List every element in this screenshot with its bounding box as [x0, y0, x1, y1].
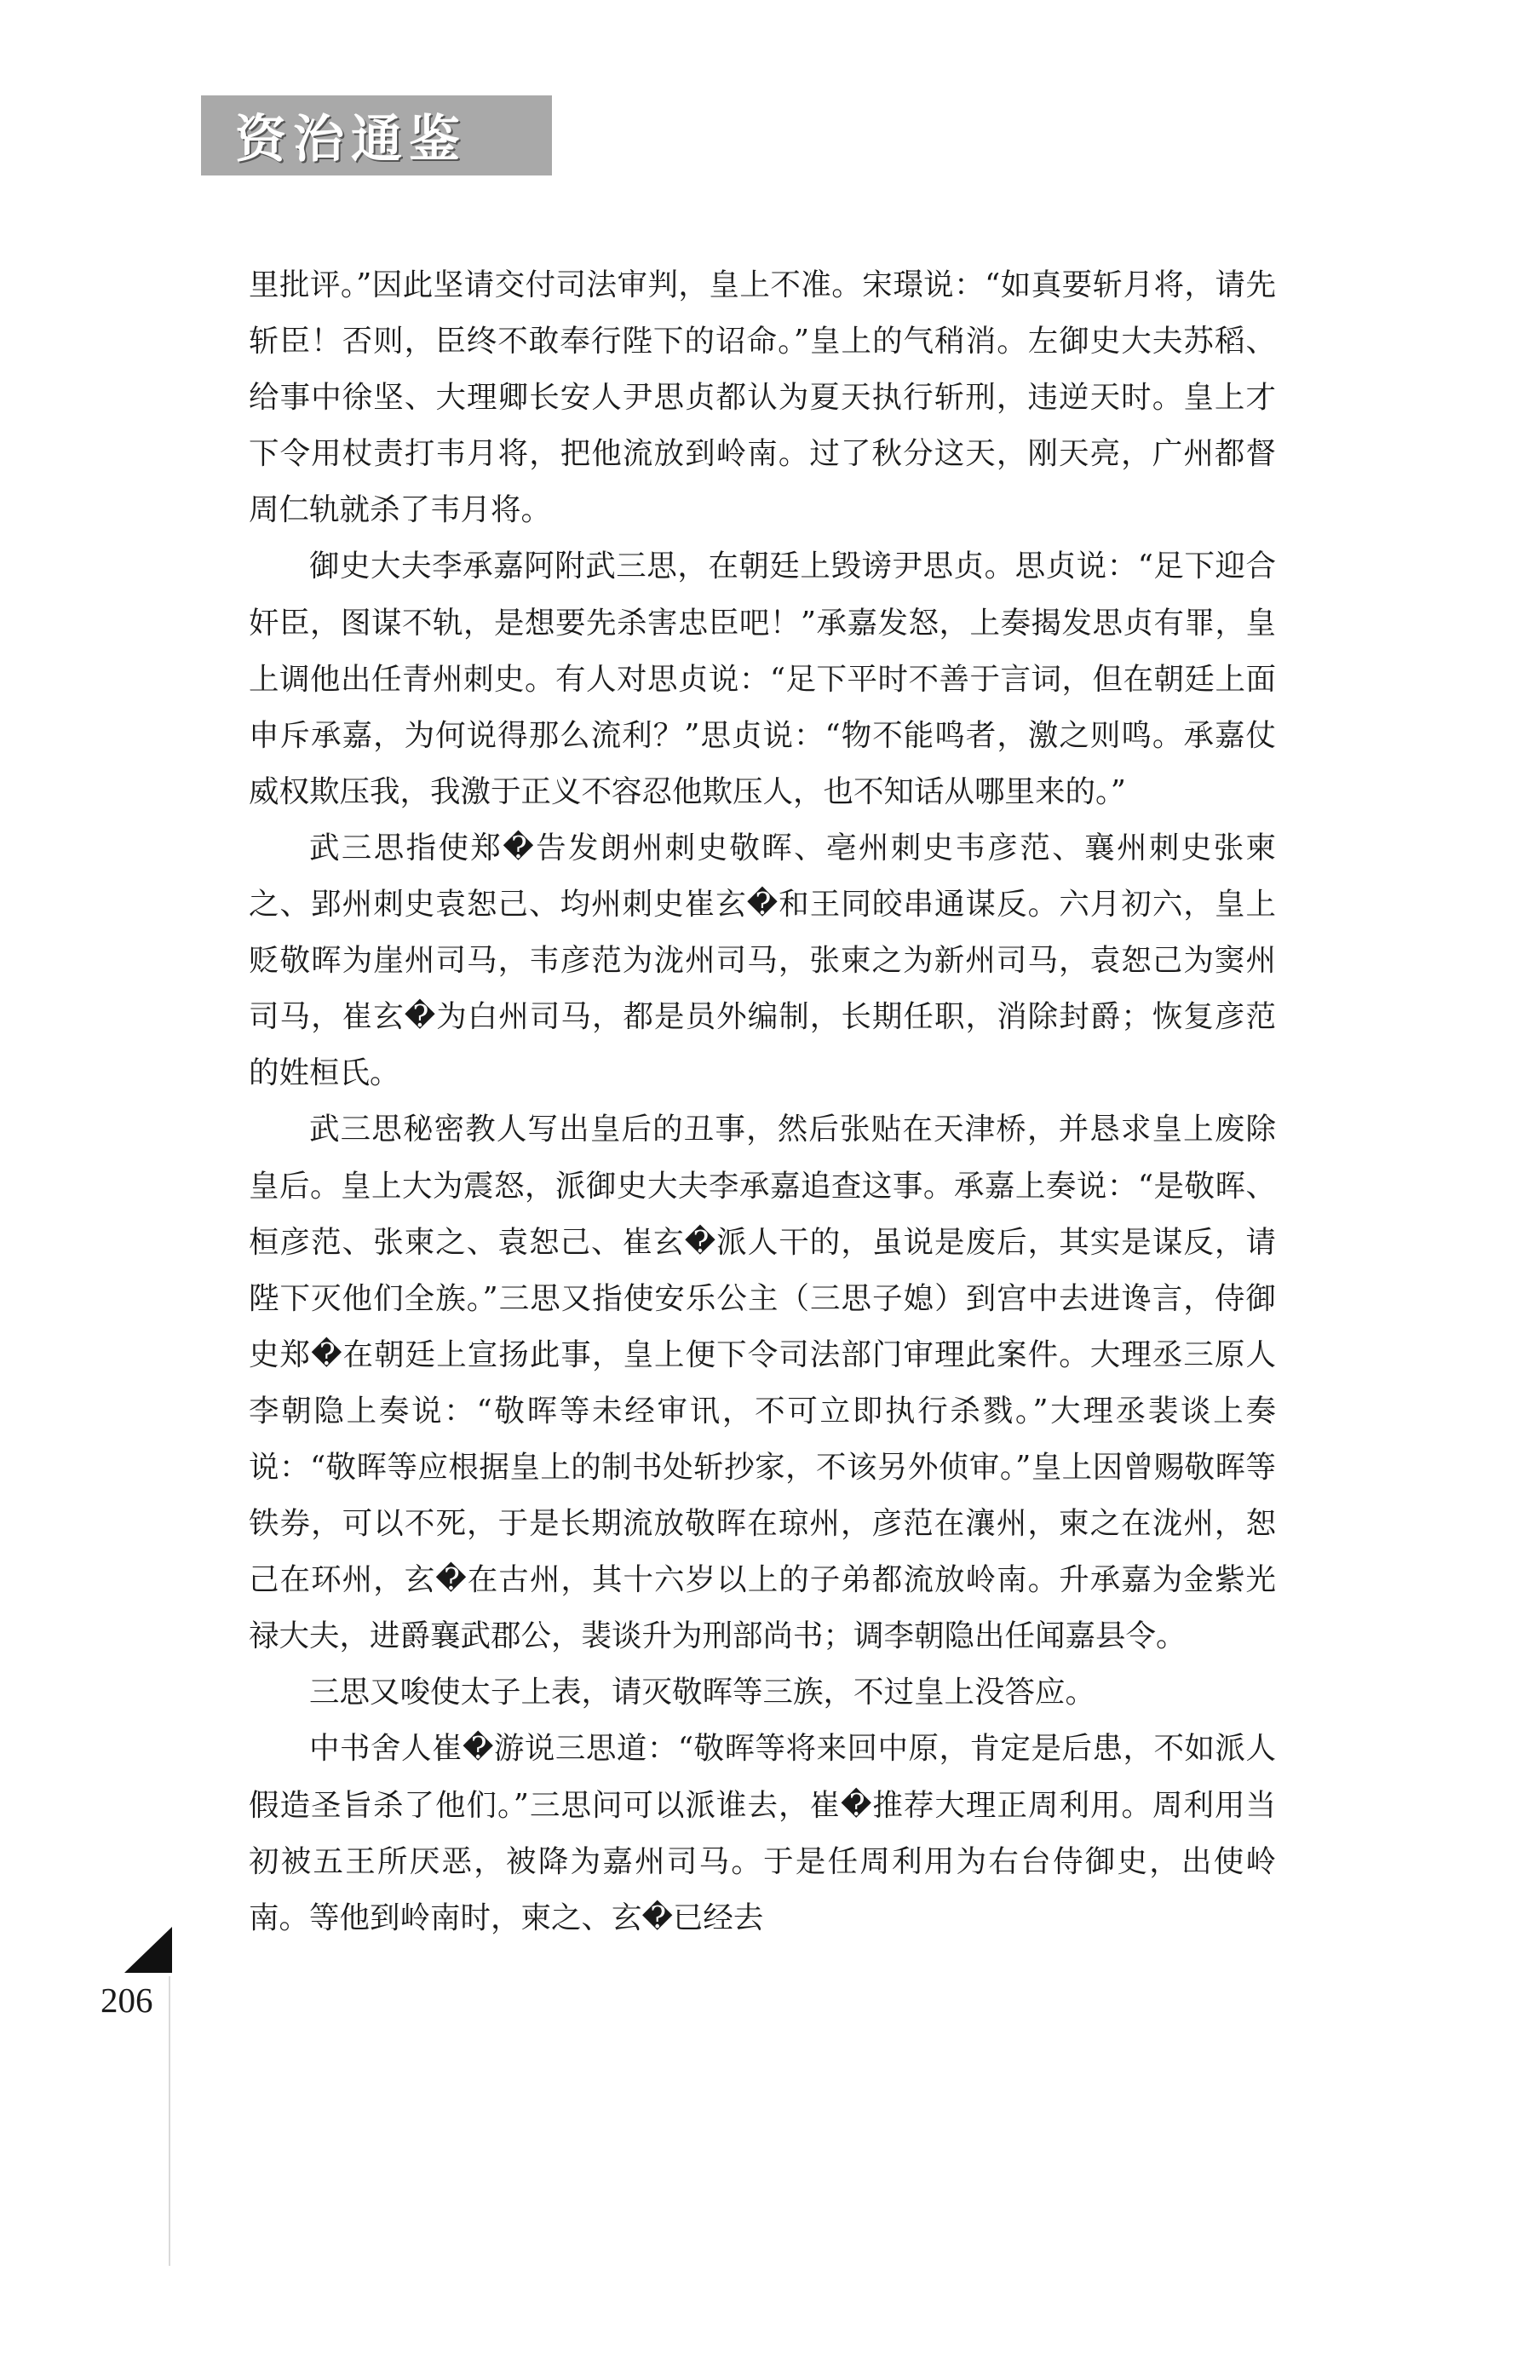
header-banner — [201, 95, 552, 175]
paragraph: 武三思秘密教人写出皇后的丑事，然后张贴在天津桥，并恳求皇上废除皇后。皇上大为震怒，派御史大夫李承嘉追查这事。承嘉上奏说：“是敬晖、桓彦范、张柬之、袁恕己、崔玄�派人干的，虽说是废后，其实是谋反，请陛下灭他们全族。”三思又指使安乐公主（三思子媳）到宫中去进谗言，侍御史郑�在朝廷上宣扬此事，皇上便下令司法部门审理此案件。大理丞三原人李朝隐上奏说：“敬晖等未经审讯，不可立即执行杀戮。”大理丞裴谈上奏说：“敬晖等应根据皇上的制书处斩抄家，不该另外侦审。”皇上因曾赐敬晖等铁券，可以不死，于是长期流放敬晖在琼州，彦范在瀼州，柬之在泷州，恕己在环州，玄�在古州，其十六岁以上的子弟都流放岭南。升承嘉为金紫光禄大夫，进爵襄武郡公，裴谈升为刑部尚书；调李朝隐出任闻嘉县令。 — [249, 1112, 1276, 1654]
paragraph: 武三思指使郑�告发朗州刺史敬晖、亳州刺史韦彦范、襄州刺史张柬之、郢州刺史袁恕己、均州刺史崔玄�和王同皎串通谋反。六月初六，皇上贬敬晖为崖州司马，韦彦范为泷州司马，张柬之为新州司马，袁恕己为窦州司马，崔玄�为白州司马，都是员外编制，长期任职，消除封爵；恢复彦范的姓桓氏。 — [249, 830, 1276, 1091]
paragraph: 里批评。”因此坚请交付司法审判，皇上不准。宋璟说：“如真要斩月将，请先斩臣！否则，臣终不敢奉行陛下的诏命。”皇上的气稍消。左御史大夫苏稻、给事中徐坚、大理卿长安人尹思贞都认为夏天执行斩刑，违逆天时。皇上才下令用杖责打韦月将，把他流放到岭南。过了秋分这天，刚天亮，广州都督周仁轨就杀了韦月将。 — [249, 267, 1276, 528]
page-corner-marker — [124, 1927, 172, 1973]
paragraph: 三思又唆使太子上表，请灭敬晖等三族，不过皇上没答应。 — [309, 1675, 1096, 1710]
paragraph: 中书舍人崔�游说三思道：“敬晖等将来回中原，肯定是后患，不如派人假造圣旨杀了他们。”三思问可以派谁去，崔�推荐大理正周利用。周利用当初被五王所厌恶，被降为嘉州司马。于是任周利用为右台侍御史，出使岭南。等他到岭南时，柬之、玄�已经去 — [249, 1731, 1276, 1935]
book-title: 资治通鉴 — [235, 110, 467, 170]
body-text — [249, 257, 1276, 1946]
page-number: 206 — [101, 1980, 153, 2020]
paragraph: 御史大夫李承嘉阿附武三思，在朝廷上毁谤尹思贞。思贞说：“足下迎合奸臣，图谋不轨，是想要先杀害忠臣吧！”承嘉发怒，上奏揭发思贞有罪，皇上调他出任青州刺史。有人对思贞说：“足下平时不善于言词，但在朝廷上面申斥承嘉，为何说得那么流利？”思贞说：“物不能鸣者，激之则鸣。承嘉仗威权欺压我，我激于正义不容忍他欺压人，也不知话从哪里来的。” — [249, 549, 1276, 809]
margin-rule — [169, 1976, 170, 2266]
